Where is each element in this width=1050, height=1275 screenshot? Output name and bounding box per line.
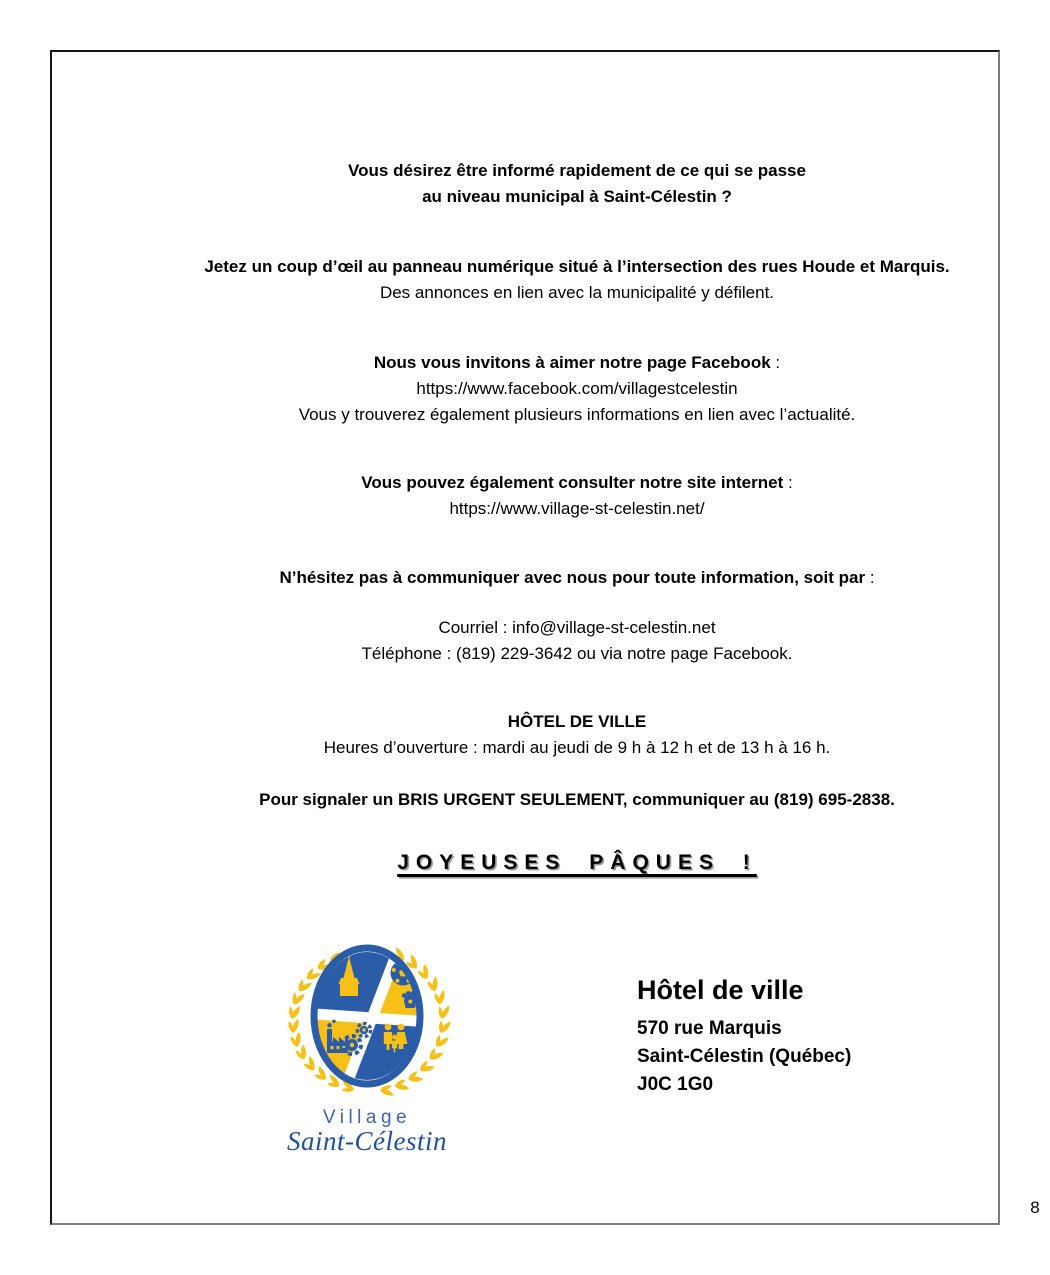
address-street: 570 rue Marquis — [637, 1018, 782, 1039]
facebook-section — [104, 350, 1050, 428]
address-postal-code: J0C 1G0 — [637, 1074, 714, 1095]
page-number: 8 — [1030, 1198, 1040, 1217]
panel-sub: Des annonces en lien avec la municipalité y défilent. — [379, 283, 775, 302]
facebook-url-link[interactable]: https://www.facebook.com/villagestcelestin — [416, 379, 738, 398]
address-title: Hôtel de ville — [637, 975, 804, 1005]
contact-phone-line: Téléphone : (819) 229-3642 ou via notre page Facebook. — [361, 644, 793, 663]
emergency-line: Pour signaler un BRIS URGENT SEULEMENT, communiquer au (819) 695-2838. — [259, 790, 895, 809]
village-logo — [280, 943, 454, 1157]
website-heading: Vous pouvez également consulter notre site internet : — [361, 473, 793, 492]
panel-lead: Jetez un coup d’œil au panneau numérique situé à l’intersection des rues Houde et Marquis. — [204, 257, 950, 276]
facebook-heading: Nous vous invitons à aimer notre page Facebook : — [373, 353, 781, 372]
town-hall-title: HÔTEL DE VILLE — [507, 712, 647, 731]
website-section — [104, 470, 1050, 522]
website-url-link[interactable]: https://www.village-st-celestin.net/ — [449, 499, 705, 518]
village-crest — [280, 943, 454, 1101]
digital-panel-section — [104, 254, 1050, 306]
contact-heading: N’hésitez pas à communiquer avec nous pour toute information, soit par : — [279, 568, 875, 587]
intro-line-1: Vous désirez être informé rapidement de ce qui se passe — [348, 161, 806, 180]
page-border-frame — [50, 50, 1040, 1225]
contact-email-line: Courriel : info@village-st-celestin.net — [438, 618, 716, 637]
logo-municipality-label: Saint-Célestin — [287, 1126, 447, 1156]
town-hall-hours: Heures d’ouverture : mardi au jeudi de 9 h à 12 h et de 13 h à 16 h. — [323, 738, 831, 757]
town-hall-hours-section — [104, 709, 1050, 761]
intro-line-2: au niveau municipal à Saint-Célestin ? — [422, 187, 732, 206]
contact-details — [104, 615, 1050, 667]
intro-heading — [104, 158, 1050, 210]
facebook-note: Vous y trouverez également plusieurs informations en lien avec l’actualité. — [298, 405, 856, 424]
easter-greeting-wrap — [104, 846, 1050, 880]
address-block — [637, 974, 851, 1099]
logo-village-label: Village — [322, 1107, 412, 1128]
easter-greeting: JOYEUSES PÂQUES ! — [397, 851, 757, 874]
address-city: Saint-Célestin (Québec) — [637, 1046, 852, 1067]
